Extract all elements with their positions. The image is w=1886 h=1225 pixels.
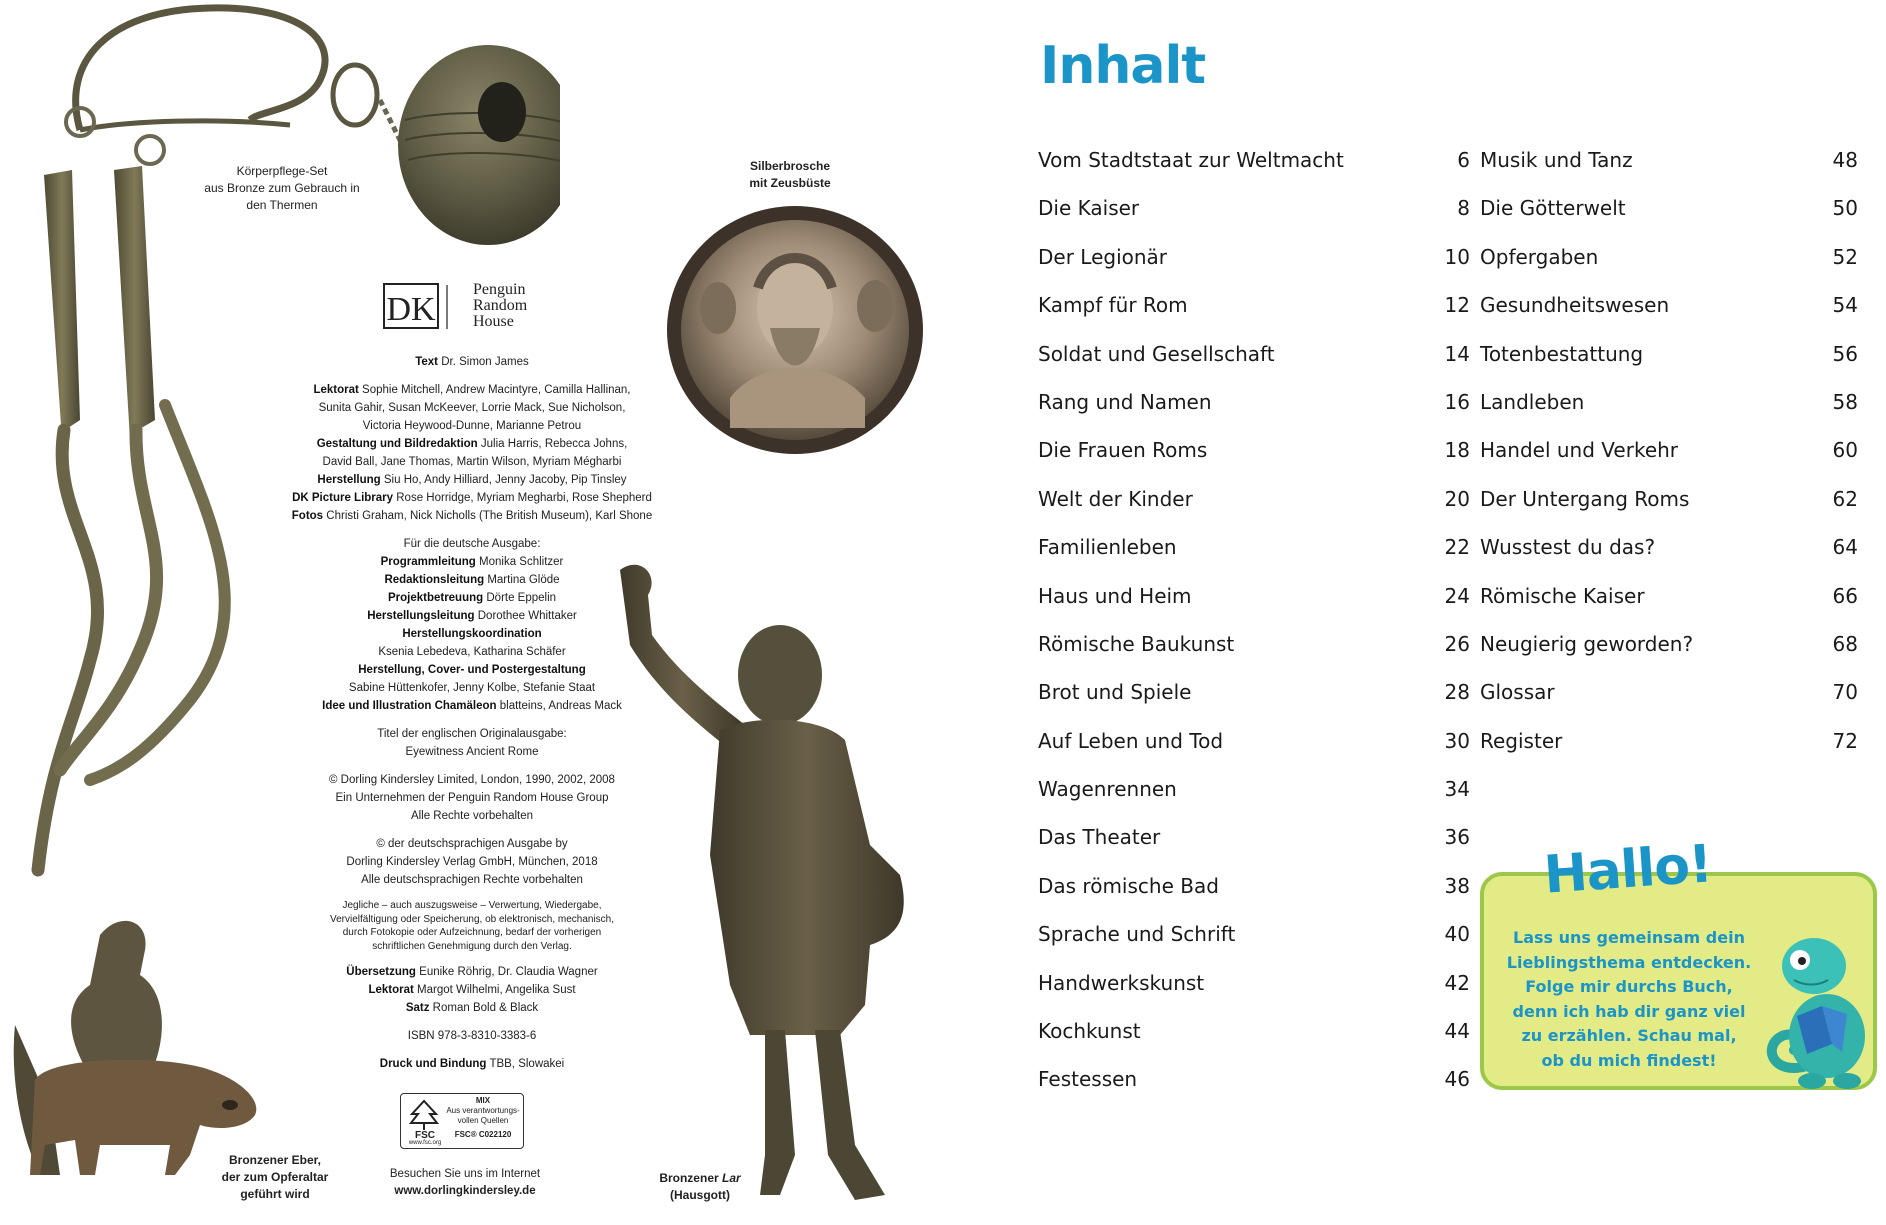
toc-entry[interactable] <box>1038 390 1470 438</box>
toc-entry-title: Rang und Namen <box>1038 389 1212 414</box>
toc-entry[interactable] <box>1480 632 1858 680</box>
toc-entry-title: Handwerkskunst <box>1038 970 1205 995</box>
toc-entry-page: 62 <box>1832 486 1858 511</box>
toc-entry-page: 14 <box>1444 341 1470 366</box>
toc-entry-page: 10 <box>1444 244 1470 269</box>
toc-entry-page: 8 <box>1457 196 1470 221</box>
toc-entry[interactable] <box>1480 680 1858 728</box>
toc-column-2 <box>1480 148 1858 777</box>
logo-line-penguin: Penguin <box>473 281 526 298</box>
toc-entry-page: 12 <box>1444 293 1470 318</box>
page-title: Inhalt <box>1040 36 1206 96</box>
logo-line-random: Random <box>473 297 528 314</box>
toc-entry-page: 28 <box>1444 680 1470 705</box>
caption-grooming-set: Körperpflege-Set aus Bronze zum Gebrauch in den Thermen <box>204 164 360 212</box>
toc-entry[interactable] <box>1038 825 1470 873</box>
caption-bronze-boar: Bronzener Eber, der zum Opferaltar geführt wird <box>221 1153 329 1201</box>
toc-entry-page: 42 <box>1444 970 1470 995</box>
toc-entry[interactable] <box>1038 342 1470 390</box>
toc-entry-title: Das römische Bad <box>1038 873 1219 898</box>
toc-entry-title: Festessen <box>1038 1067 1138 1092</box>
caption-bronze-lar: Bronzener Lar (Hausgott) <box>659 1171 741 1202</box>
silver-brooch-image <box>660 198 940 460</box>
toc-entry-title: Gesundheitswesen <box>1480 293 1670 318</box>
toc-entry-title: Römische Kaiser <box>1480 583 1645 608</box>
toc-entry-page: 40 <box>1444 922 1470 947</box>
hallo-title: Hallo! <box>1542 834 1714 906</box>
toc-entry[interactable] <box>1038 487 1470 535</box>
website-link[interactable]: www.dorlingkindersley.de <box>394 1185 536 1197</box>
toc-entry-title: Auf Leben und Tod <box>1038 728 1224 753</box>
toc-entry-title: Die Frauen Roms <box>1038 438 1208 463</box>
toc-entry-title: Glossar <box>1480 680 1555 705</box>
publisher-logo <box>383 283 543 331</box>
toc-entry[interactable] <box>1038 922 1470 970</box>
toc-entry-title: Kampf für Rom <box>1038 293 1188 318</box>
toc-entry-title: Haus und Heim <box>1038 583 1192 608</box>
toc-entry-title: Brot und Spiele <box>1038 680 1192 705</box>
toc-entry-page: 46 <box>1444 1067 1470 1092</box>
toc-entry[interactable] <box>1038 196 1470 244</box>
bronze-lar-statue-image <box>600 555 940 1220</box>
toc-entry-title: Wagenrennen <box>1038 777 1177 802</box>
toc-entry[interactable] <box>1038 632 1470 680</box>
toc-entry-page: 38 <box>1444 873 1470 898</box>
toc-entry-page: 26 <box>1444 631 1470 656</box>
toc-entry[interactable] <box>1480 487 1858 535</box>
toc-entry-page: 60 <box>1832 438 1858 463</box>
toc-entry-title: Totenbestattung <box>1480 341 1644 366</box>
toc-entry-page: 70 <box>1832 680 1858 705</box>
toc-entry[interactable] <box>1480 196 1858 244</box>
toc-entry[interactable] <box>1038 874 1470 922</box>
toc-entry-page: 18 <box>1444 438 1470 463</box>
toc-entry[interactable] <box>1480 245 1858 293</box>
toc-entry[interactable] <box>1480 293 1858 341</box>
toc-entry[interactable] <box>1038 438 1470 486</box>
website-note: Besuchen Sie uns im Internet www.dorlingkindersley.de <box>330 1166 600 1200</box>
toc-entry[interactable] <box>1038 245 1470 293</box>
toc-entry-page: 58 <box>1832 389 1858 414</box>
logo-line-house: House <box>473 313 514 330</box>
toc-entry-page: 36 <box>1444 825 1470 850</box>
toc-entry-page: 64 <box>1832 535 1858 560</box>
toc-entry-title: Kochkunst <box>1038 1019 1141 1044</box>
fsc-brand: FSC <box>415 1130 435 1141</box>
toc-entry-title: Register <box>1480 728 1563 753</box>
toc-entry-page: 22 <box>1444 535 1470 560</box>
fsc-label <box>400 1093 524 1149</box>
toc-entry-page: 72 <box>1832 728 1858 753</box>
toc-entry[interactable] <box>1038 535 1470 583</box>
dk-mark: DK <box>386 291 436 328</box>
toc-entry[interactable] <box>1480 390 1858 438</box>
toc-entry-page: 20 <box>1444 486 1470 511</box>
toc-entry-page: 68 <box>1832 631 1858 656</box>
toc-entry-title: Die Kaiser <box>1038 196 1140 221</box>
toc-entry[interactable] <box>1480 342 1858 390</box>
toc-entry[interactable] <box>1038 1067 1470 1115</box>
toc-entry[interactable] <box>1480 148 1858 196</box>
toc-entry-title: Landleben <box>1480 389 1585 414</box>
toc-entry-title: Welt der Kinder <box>1038 486 1193 511</box>
fsc-tree-icon <box>407 1098 441 1132</box>
toc-entry[interactable] <box>1038 777 1470 825</box>
toc-entry-page: 50 <box>1832 196 1858 221</box>
toc-entry-title: Der Untergang Roms <box>1480 486 1690 511</box>
toc-entry[interactable] <box>1038 584 1470 632</box>
toc-entry-title: Handel und Verkehr <box>1480 438 1679 463</box>
toc-entry-title: Wusstest du das? <box>1480 535 1656 560</box>
toc-entry[interactable] <box>1480 729 1858 777</box>
fsc-site: www.fsc.org <box>408 1140 442 1146</box>
toc-entry-page: 16 <box>1444 389 1470 414</box>
toc-entry[interactable] <box>1480 584 1858 632</box>
toc-entry-title: Opfergaben <box>1480 244 1599 269</box>
toc-entry-title: Familienleben <box>1038 535 1177 560</box>
toc-entry-title: Der Legionär <box>1038 244 1168 269</box>
toc-entry-title: Vom Stadtstaat zur Weltmacht <box>1038 148 1344 172</box>
fsc-source-1: Aus verantwortungs- <box>446 1106 520 1115</box>
fsc-code: FSC® C022120 <box>454 1130 512 1139</box>
toc-entry-page: 56 <box>1832 341 1858 366</box>
toc-entry-title: Sprache und Schrift <box>1038 922 1236 947</box>
toc-entry-page: 24 <box>1444 583 1470 608</box>
toc-entry[interactable] <box>1038 680 1470 728</box>
toc-entry-title: Die Götterwelt <box>1480 196 1626 221</box>
toc-entry-page: 30 <box>1444 728 1470 753</box>
toc-entry[interactable] <box>1038 729 1470 777</box>
toc-entry[interactable] <box>1038 1019 1470 1067</box>
toc-entry-page: 34 <box>1444 777 1470 802</box>
toc-entry-page: 44 <box>1444 1019 1470 1044</box>
toc-entry-title: Soldat und Gesellschaft <box>1038 341 1275 366</box>
toc-entry-page: 66 <box>1832 583 1858 608</box>
chameleon-reading-icon <box>1752 926 1882 1096</box>
toc-entry[interactable] <box>1480 535 1858 583</box>
toc-entry[interactable] <box>1038 971 1470 1019</box>
hallo-message: Lass uns gemeinsam dein Lieblingsthema entdecken. Folge mir durchs Buch, denn ich hab dir ganz viel zu erzählen. Schau mal, ob du mich findest! <box>1506 928 1752 1070</box>
caption-silver-brooch: Silberbrosche mit Zeusbüste <box>749 159 831 190</box>
toc-entry[interactable] <box>1038 148 1470 196</box>
toc-entry-page: 54 <box>1832 293 1858 318</box>
hallo-speech-box <box>1480 834 1877 1090</box>
fsc-source-2: vollen Quellen <box>457 1116 509 1125</box>
toc-entry[interactable] <box>1480 438 1858 486</box>
toc-entry-title: Römische Baukunst <box>1038 631 1235 656</box>
toc-entry-page: 48 <box>1832 148 1858 172</box>
fsc-mix: MIX <box>475 1096 491 1105</box>
imprint-credits: Text Dr. Simon James Lektorat Sophie Mitchell, Andrew Macintyre, Camilla Hallinan, Sunita Gahir, Susan McKeever, Lorrie Mack, Sue Nicholson, Victoria Heywood-Dunne, Marianne Petrou Gestaltung und Bildredaktion Julia Harris, Rebecca Johns, David Ball, Jane Thomas, Martin Wilson, Myriam Mégharbi Herstellung Siu Ho, Andy Hilliard, Jenny Jacoby, Pip Tinsley DK Picture Library Rose Horridge, Myriam Megharbi, Rose Shepherd Fotos Christi Graham, Nick Nicholls (The British Museum), Karl Shone Für die deutsche Ausgabe: Programmleitung Monika Schlitzer Redaktionsleitung Martina Glöde Projektbetreuung Dörte Eppelin Herstellungsleitung Dorothee Whittaker Herstellungskoordination Ksenia Lebedeva, Katharina Schäfer Herstellung, Cover- und Postergestaltung Sabine Hüttenkofer, Jenny Kolbe, Stefanie Staat Idee und Illustration Chamäleon blatteins, Andreas Mack Titel der englischen Originalausgabe: Eyewitness Ancient Rome © Dorling Kindersley Limited, London, 1990, 2002, 2008 Ein Unternehmen der Penguin Random House Group Alle Rechte vorbehalten © der deutschsprachigen Ausgabe by Dorling Kindersley Verlag GmbH, München, 2018 Alle deutschsprachigen Rechte vorbehalten Jegliche – auch auszugsweise – Verwertung, Wiedergabe, Vervielfältigung oder Speicherung, ob elektronisch, mechanisch, durch Fotokopie oder Aufzeichnung, bedarf der vorherigen schriftlichen Genehmigung durch den Verlag. Übersetzung Eunike Röhrig, Dr. Claudia Wagner Lektorat Margot Wilhelmi, Angelika Sust Satz Roman Bold & Black ISBN 978-3-8310-3383-6 Druck und Bindung TBB, Slowakei <box>291 356 653 1070</box>
toc-column-1 <box>1038 148 1470 1116</box>
toc-entry-title: Musik und Tanz <box>1480 148 1633 172</box>
toc-entry-page: 6 <box>1457 148 1470 172</box>
toc-entry[interactable] <box>1038 293 1470 341</box>
toc-entry-title: Das Theater <box>1038 825 1161 850</box>
toc-entry-page: 52 <box>1832 244 1858 269</box>
toc-entry-title: Neugierig geworden? <box>1480 631 1694 656</box>
contents-page <box>990 0 1886 1225</box>
